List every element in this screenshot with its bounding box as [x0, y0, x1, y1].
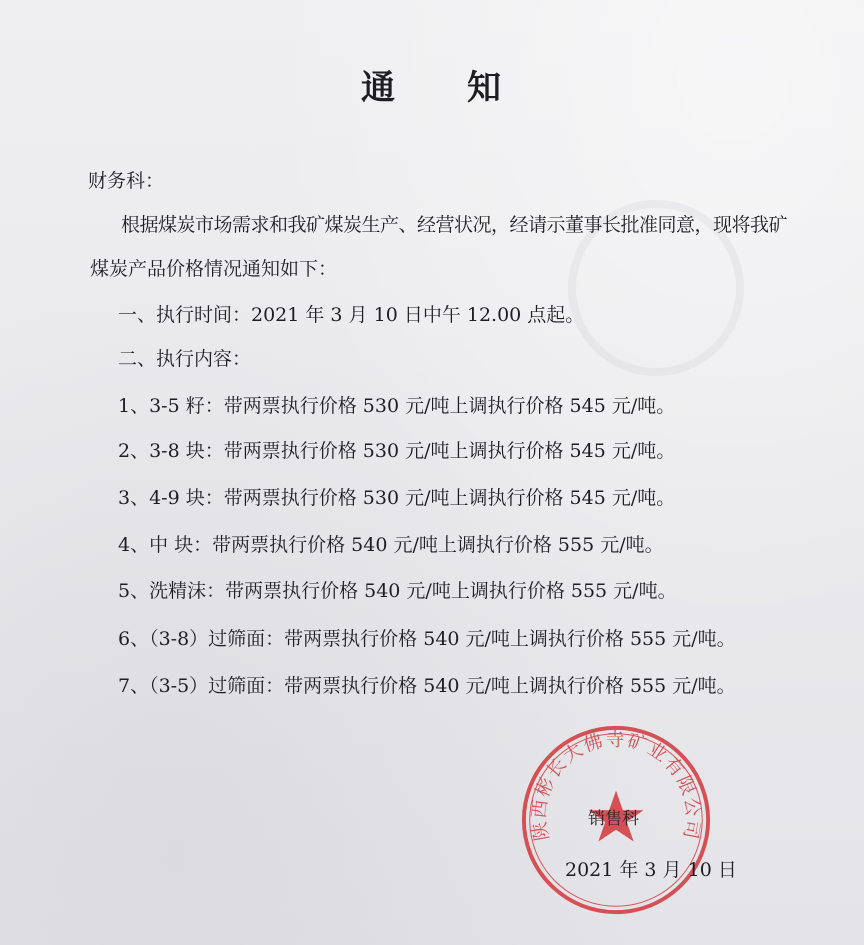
execution-content-heading: 二、执行内容： [118, 348, 252, 370]
price-item: 1、3-5 籽：带两票执行价格 530 元/吨上调执行价格 545 元/吨。 [118, 395, 676, 417]
price-item: 3、4-9 块：带两票执行价格 530 元/吨上调执行价格 545 元/吨。 [118, 487, 676, 509]
title-char-2: 知 [467, 68, 503, 108]
svg-text:陕西彬长大佛寺矿业有限公司: 陕西彬长大佛寺矿业有限公司 [528, 729, 704, 843]
price-item: 4、中 块：带两票执行价格 540 元/吨上调执行价格 555 元/吨。 [118, 534, 664, 556]
price-item: 7、（3-5）过筛面：带两票执行价格 540 元/吨上调执行价格 555 元/吨。 [118, 675, 736, 697]
price-item: 6、（3-8）过筛面：带两票执行价格 540 元/吨上调执行价格 555 元/吨。 [118, 628, 736, 650]
price-item: 5、洗精沫：带两票执行价格 540 元/吨上调执行价格 555 元/吨。 [118, 580, 677, 602]
body-line-2: 煤炭产品价格情况通知如下： [90, 258, 338, 280]
execution-time-line: 一、执行时间：2021 年 3 月 10 日中午 12.00 点起。 [118, 304, 585, 326]
recipient-line: 财务科： [88, 170, 165, 192]
body-line-1: 根据煤炭市场需求和我矿煤炭生产、经营状况，经请示董事长批准同意，现将我矿 [121, 214, 788, 236]
notice-date: 2021 年 3 月 10 日 [565, 859, 737, 881]
title-char-1: 通 [361, 68, 397, 108]
notice-title [0, 60, 864, 109]
signature-department: 销售科 [588, 809, 639, 829]
price-item: 2、3-8 块：带两票执行价格 530 元/吨上调执行价格 545 元/吨。 [118, 440, 676, 462]
